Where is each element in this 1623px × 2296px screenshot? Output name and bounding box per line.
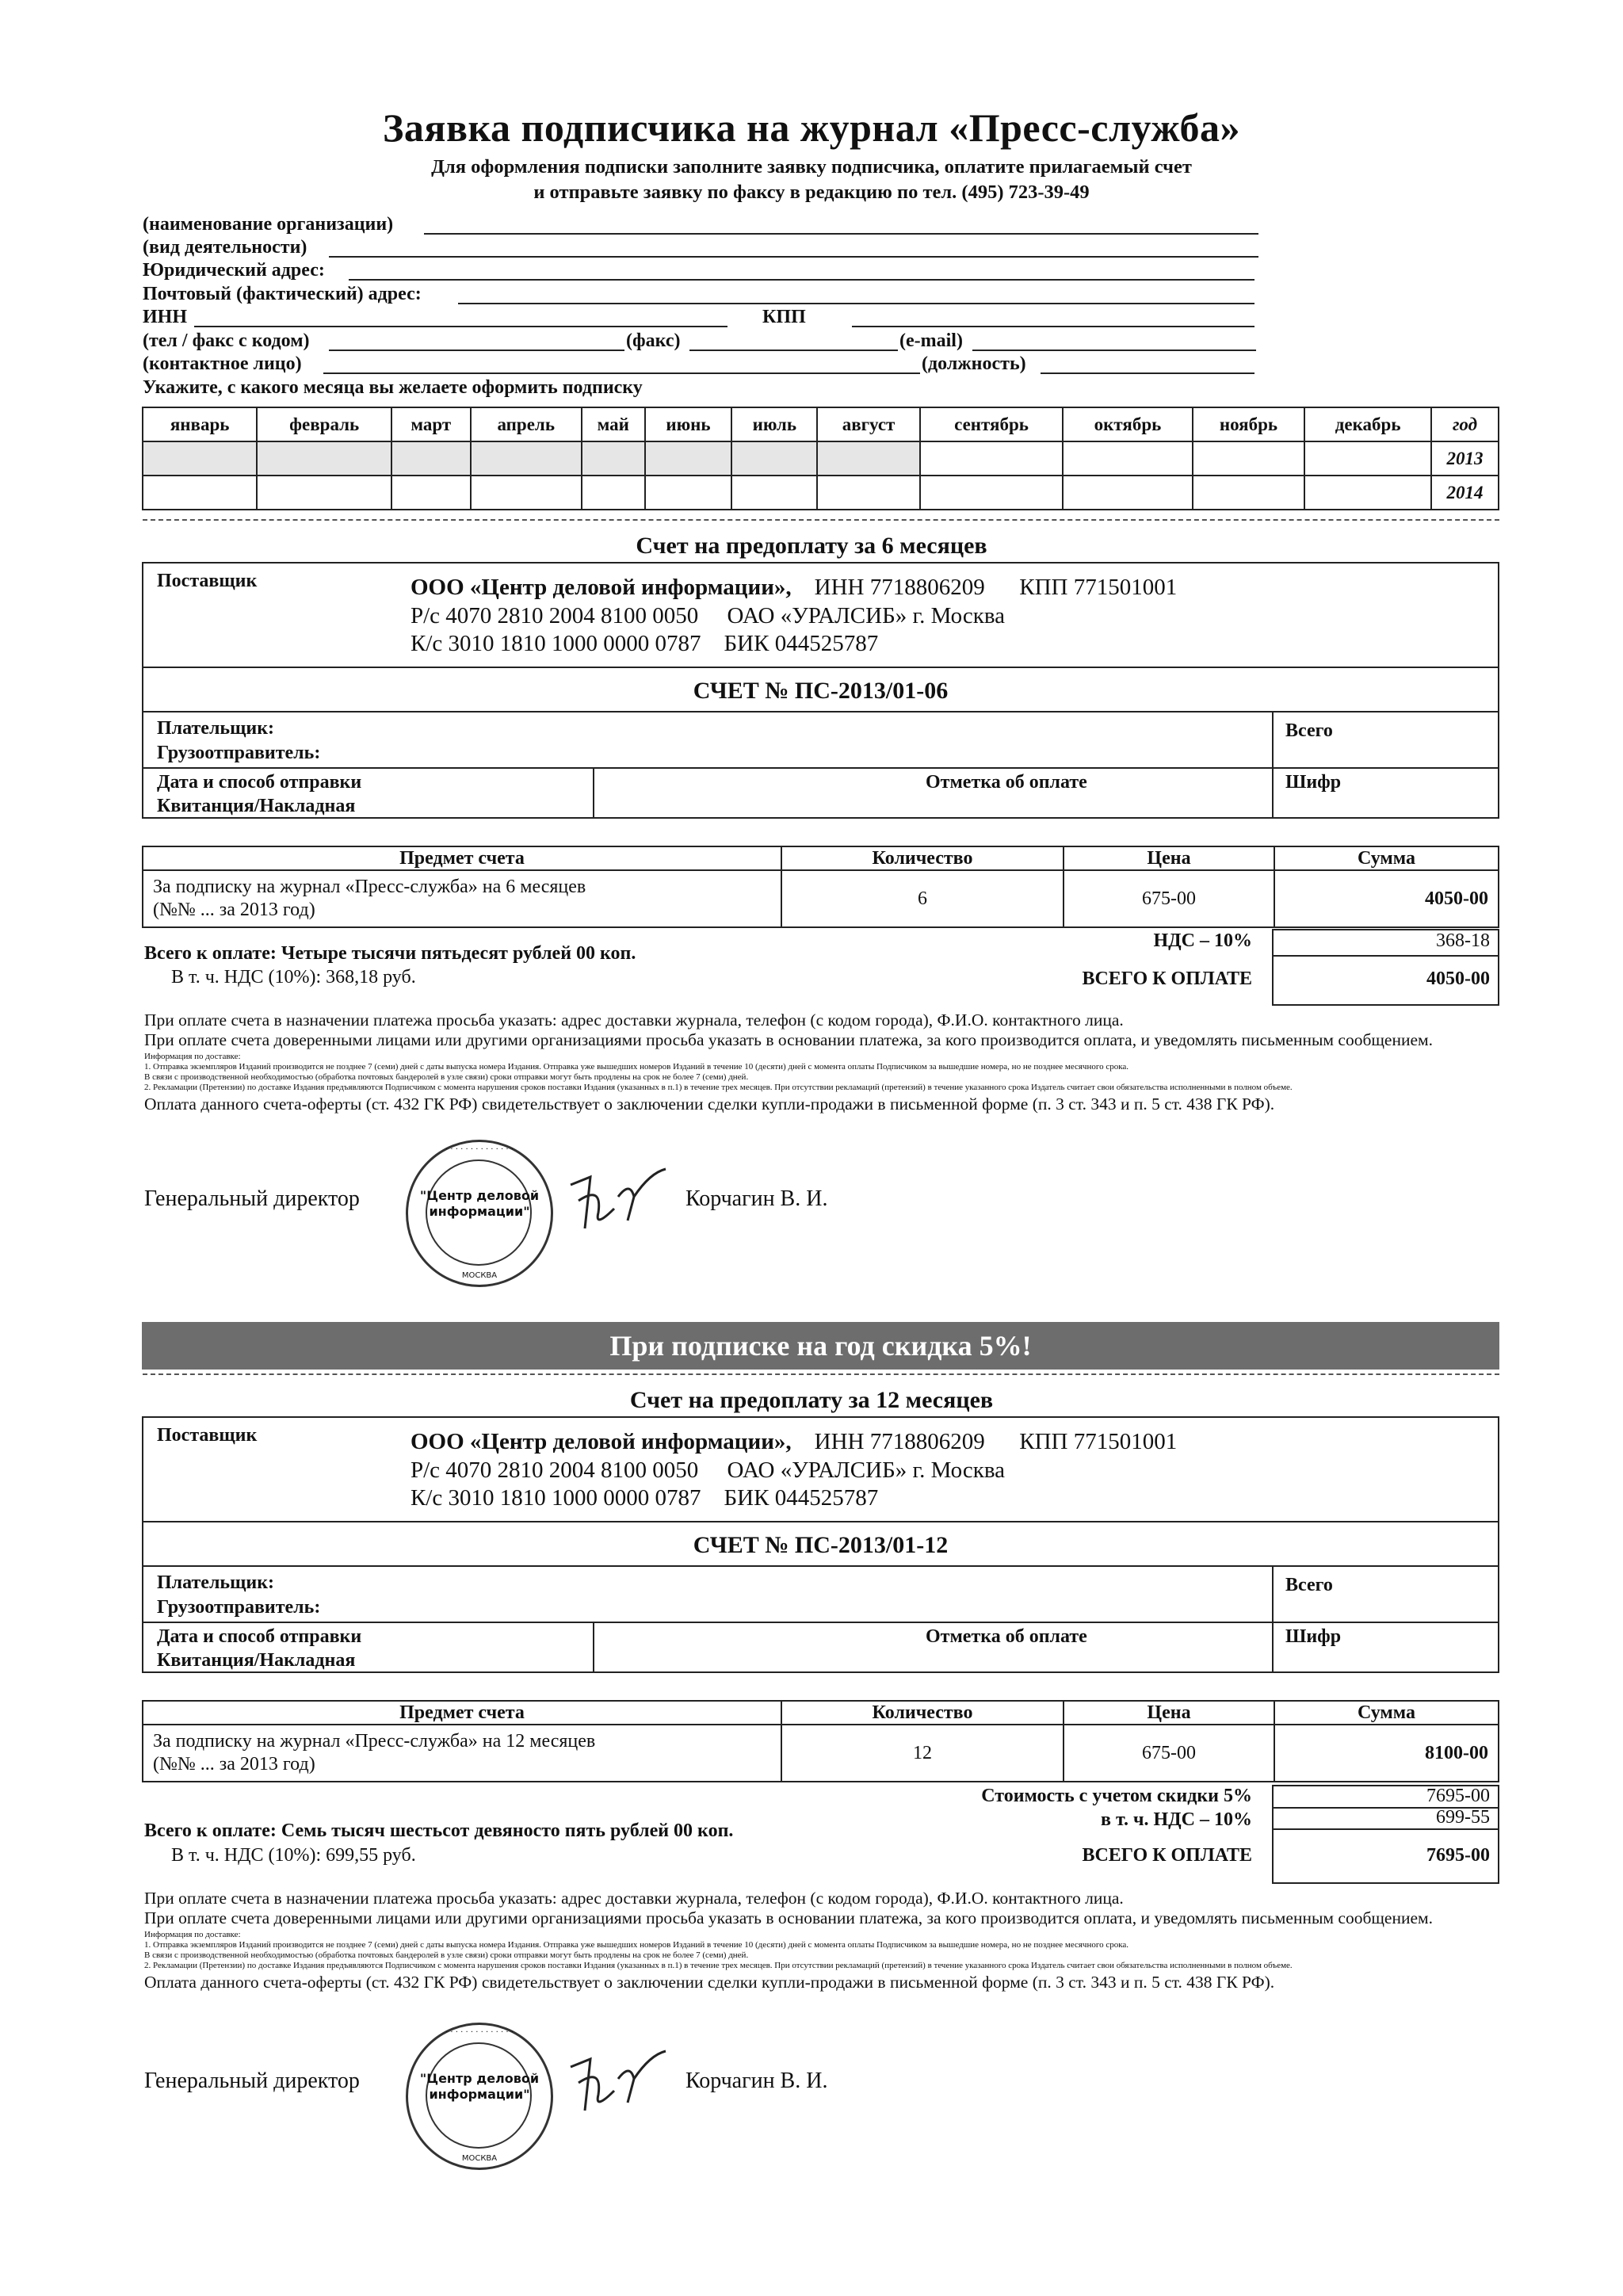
month-selection-table: [142, 407, 1499, 510]
delivery-info-2: В связи с производственной необходимостью (обработка почтовых бандеролей в узле связи) сроки отправки могут быть продлены на срок не более 7 (семи) дней.: [144, 1950, 749, 1960]
invoice12-cipher: Шифр: [1285, 1626, 1342, 1647]
director-role: Генеральный директор: [144, 1186, 360, 1211]
page-title: Заявка подписчика на журнал «Пресс-служба»: [383, 105, 1240, 150]
table-row: [143, 870, 781, 927]
item-price: 675-00: [1064, 1725, 1274, 1782]
item-line2: (№№ ... за 2013 год): [153, 1754, 315, 1775]
supplier-name: ООО «Центр деловой информации»,: [411, 575, 792, 600]
month-cell[interactable]: [1063, 441, 1192, 476]
position-label: (должность): [922, 353, 1026, 374]
invoice6-vat-label: НДС – 10%: [1153, 930, 1252, 951]
month-cell[interactable]: [582, 441, 645, 476]
position-field[interactable]: [1041, 372, 1254, 374]
month-header: апрель: [471, 407, 582, 441]
offer-note: Оплата данного счета-оферты (ст. 432 ГК РФ) свидетельствует о заключении сделки купли-продажи в письменной форме (п. 3 ст. 343 и п. 5 ст. 438 ГК РФ).: [144, 1095, 1275, 1114]
invoice12-number: СЧЕТ № ПС-2013/01-12: [693, 1532, 949, 1558]
legal-address-label: Юридический адрес:: [143, 260, 325, 281]
org-label: (наименование организации): [143, 214, 394, 235]
invoice12-shipper: Грузоотправитель:: [157, 1597, 321, 1618]
stamp-city: МОСКВА: [461, 2154, 498, 2163]
note-1: При оплате счета в назначении платежа просьба указать: адрес доставки журнала, телефон (с кодом города), Ф.И.О. контактного лица.: [144, 1010, 1124, 1030]
year-2014: 2014: [1431, 476, 1499, 510]
offer-note: Оплата данного счета-оферты (ст. 432 ГК РФ) свидетельствует о заключении сделки купли-продажи в письменной форме (п. 3 ст. 343 и п. 5 ст. 438 ГК РФ).: [144, 1973, 1275, 1992]
kpp-label: КПП: [762, 307, 806, 327]
signature-icon: [555, 2035, 674, 2130]
director-name: Корчагин В. И.: [685, 2069, 828, 2093]
month-cell[interactable]: [143, 476, 257, 510]
subtitle-line-2: и отправьте заявку по факсу в редакцию по тел. (495) 723-39-49: [533, 181, 1090, 203]
activity-field[interactable]: [329, 256, 1258, 258]
stamp-ring-text: · · · · · · · · · · · · · ·: [445, 1145, 514, 1154]
invoice12-discount-label: Стоимость с учетом скидки 5%: [981, 1786, 1252, 1806]
delivery-info-2: В связи с производственной необходимостью (обработка почтовых бандеролей в узле связи) сроки отправки могут быть продлены на срок не более 7 (семи) дней.: [144, 1072, 749, 1082]
invoice12-grand-value: 7695-00: [1426, 1845, 1490, 1866]
delivery-info-3: 2. Рекламации (Претензии) по доставке Издания предъявляются Подписчиком с момента нарушения сроков поставки Издания (указанных в п.1) в течение трех месяцев. При отсутствии рекламаций (претензий) в течение указанного срока Издатель считает свои обязательства исполненными в полном объеме.: [144, 1961, 1293, 1970]
director-name: Корчагин В. И.: [685, 1186, 828, 1211]
col-price: Цена: [1064, 846, 1274, 870]
month-cell[interactable]: [731, 441, 817, 476]
invoice6-supplier-label: Поставщик: [157, 571, 258, 591]
table-row: [143, 1725, 781, 1782]
invoice6-payment-mark: Отметка об оплате: [926, 772, 1087, 793]
supplier-ids: ИНН 7718806209 КПП 771501001: [791, 575, 1178, 600]
item-qty: 6: [781, 870, 1064, 927]
invoice12-total-label: Всего: [1285, 1575, 1333, 1595]
invoice6-supplier-line2: Р/с 4070 2810 2004 8100 0050 ОАО «УРАЛСИБ» г. Москва: [411, 603, 1006, 628]
note-1: При оплате счета в назначении платежа просьба указать: адрес доставки журнала, телефон (с кодом города), Ф.И.О. контактного лица.: [144, 1889, 1124, 1908]
invoice12-supplier-line3: К/с 3010 1810 1000 0000 0787 БИК 044525787: [411, 1485, 879, 1511]
contact-label: (контактное лицо): [143, 353, 302, 374]
note-2: При оплате счета доверенными лицами или другими организациями просьба указать в основании платежа, за кого производится оплата, и уведомлять письменным сообщением.: [144, 1030, 1434, 1049]
month-header: февраль: [257, 407, 391, 441]
col-subject: Предмет счета: [143, 1701, 781, 1725]
delivery-info-3: 2. Рекламации (Претензии) по доставке Издания предъявляются Подписчиком с момента нарушения сроков поставки Издания (указанных в п.1) в течение трех месяцев. При отсутствии рекламаций (претензий) в течение указанного срока Издатель считает свои обязательства исполненными в полном объеме.: [144, 1083, 1293, 1092]
invoice12-vat-value: 699-55: [1436, 1807, 1490, 1828]
inn-field[interactable]: [194, 326, 727, 327]
col-qty: Количество: [781, 1701, 1064, 1725]
item-price: 675-00: [1064, 870, 1274, 927]
month-cell[interactable]: [1304, 476, 1431, 510]
month-header: июль: [731, 407, 817, 441]
org-field[interactable]: [424, 233, 1258, 235]
divider: [1272, 711, 1274, 819]
invoice12-date-label: Дата и способ отправки: [157, 1626, 362, 1647]
month-header: сентябрь: [920, 407, 1064, 441]
month-header: июнь: [645, 407, 732, 441]
month-header: декабрь: [1304, 407, 1431, 441]
invoice6-grand-value: 4050-00: [1426, 968, 1490, 989]
month-header: ноябрь: [1193, 407, 1305, 441]
month-cell[interactable]: [582, 476, 645, 510]
invoice12-words-vat: В т. ч. НДС (10%): 699,55 руб.: [171, 1845, 416, 1866]
month-cell[interactable]: [920, 441, 1064, 476]
kpp-field[interactable]: [852, 326, 1254, 327]
col-sum: Сумма: [1274, 1701, 1499, 1725]
invoice6-grand-label: ВСЕГО К ОПЛАТЕ: [1082, 968, 1252, 989]
postal-address-label: Почтовый (фактический) адрес:: [143, 284, 422, 304]
subtitle-line-1: Для оформления подписки заполните заявку подписчика, оплатите прилагаемый счет: [431, 156, 1192, 178]
invoice12-discount-value: 7695-00: [1426, 1786, 1490, 1806]
month-cell[interactable]: [645, 441, 732, 476]
company-stamp: [406, 1140, 553, 1287]
stamp-city: МОСКВА: [461, 1271, 498, 1280]
email-label: (e-mail): [899, 330, 963, 351]
month-header: май: [582, 407, 645, 441]
divider: [142, 1521, 1499, 1522]
delivery-info-0: Информация по доставке:: [144, 1052, 241, 1061]
item-line1: За подписку на журнал «Пресс-служба» на 6 месяцев: [153, 877, 586, 897]
divider: [142, 667, 1499, 668]
month-prompt: Укажите, с какого месяца вы желаете оформить подписку: [143, 377, 643, 398]
stamp-text: "Центр деловой информации": [419, 2071, 540, 2102]
invoice6-words-vat: В т. ч. НДС (10%): 368,18 руб.: [171, 967, 416, 988]
divider: [1272, 1565, 1274, 1673]
divider: [593, 1622, 594, 1673]
company-stamp: [406, 2023, 553, 2170]
note-2: При оплате счета доверенными лицами или другими организациями просьба указать в основании платежа, за кого производится оплата, и уведомлять письменным сообщением.: [144, 1908, 1434, 1927]
signature-icon: [555, 1153, 674, 1248]
invoice12-heading: Счет на предоплату за 12 месяцев: [629, 1387, 994, 1413]
year-2013: 2013: [1431, 441, 1499, 476]
invoice6-cipher: Шифр: [1285, 772, 1342, 793]
phone-field[interactable]: [329, 350, 624, 351]
supplier-name: ООО «Центр деловой информации»,: [411, 1429, 792, 1454]
invoice6-words: Всего к оплате: Четыре тысячи пятьдесят рублей 00 коп.: [144, 943, 636, 964]
month-cell[interactable]: [257, 476, 391, 510]
phone-label: (тел / факс с кодом): [143, 330, 310, 351]
item-line1: За подписку на журнал «Пресс-служба» на 12 месяцев: [153, 1731, 596, 1752]
invoice12-receipt-label: Квитанция/Накладная: [157, 1650, 356, 1671]
discount-banner: При подписке на год скидка 5%!: [142, 1322, 1499, 1370]
invoice6-receipt-label: Квитанция/Накладная: [157, 796, 356, 816]
invoice12-supplier-line1: [411, 1427, 1177, 1457]
year-header: год: [1431, 407, 1499, 441]
item-line2: (№№ ... за 2013 год): [153, 900, 315, 920]
divider: [142, 767, 1499, 769]
invoice6-heading: Счет на предоплату за 6 месяцев: [636, 533, 987, 559]
month-cell[interactable]: [1063, 476, 1192, 510]
invoice6-payer: Плательщик:: [157, 718, 275, 739]
month-header: октябрь: [1063, 407, 1192, 441]
cut-line: [143, 1373, 1499, 1375]
invoice6-shipper: Грузоотправитель:: [157, 743, 321, 763]
month-cell[interactable]: [143, 441, 257, 476]
contact-field[interactable]: [323, 372, 920, 374]
col-qty: Количество: [781, 846, 1064, 870]
delivery-info-1: 1. Отправка экземпляров Изданий производится не позднее 7 (семи) дней с даты выпуска номера Издания. Отправка уже вышедших номеров Изданий в течение 10 (десяти) дней с момента оплаты Подписчиком за вышедшие номера, но не позднее месячного срока.: [144, 1062, 1129, 1072]
month-cell[interactable]: [731, 476, 817, 510]
cut-line: [143, 519, 1499, 521]
director-role: Генеральный директор: [144, 2069, 360, 2093]
month-cell[interactable]: [1193, 441, 1305, 476]
invoice12-items-table: [142, 1700, 1499, 1782]
stamp-ring-text: · · · · · · · · · · · · · ·: [445, 2028, 514, 2037]
col-subject: Предмет счета: [143, 846, 781, 870]
invoice12-payment-mark: Отметка об оплате: [926, 1626, 1087, 1647]
invoice6-items-table: [142, 846, 1499, 928]
invoice12-words: Всего к оплате: Семь тысяч шестьсот девяносто пять рублей 00 коп.: [144, 1820, 734, 1841]
divider: [1272, 955, 1499, 957]
legal-address-field[interactable]: [349, 279, 1254, 281]
activity-label: (вид деятельности): [143, 237, 307, 258]
postal-address-field[interactable]: [458, 303, 1254, 304]
item-sum: 8100-00: [1274, 1725, 1499, 1782]
month-header: январь: [143, 407, 257, 441]
invoice6-supplier-line1: [411, 573, 1177, 602]
item-qty: 12: [781, 1725, 1064, 1782]
invoice6-vat-value: 368-18: [1436, 930, 1490, 951]
invoice6-number: СЧЕТ № ПС-2013/01-06: [693, 678, 949, 704]
month-cell[interactable]: [257, 441, 391, 476]
divider: [142, 1622, 1499, 1623]
divider: [142, 711, 1499, 712]
month-cell[interactable]: [1304, 441, 1431, 476]
month-cell[interactable]: [1193, 476, 1305, 510]
month-cell[interactable]: [471, 476, 582, 510]
supplier-ids: ИНН 7718806209 КПП 771501001: [791, 1429, 1178, 1454]
fax-field[interactable]: [689, 350, 898, 351]
month-cell[interactable]: [645, 476, 732, 510]
month-cell[interactable]: [471, 441, 582, 476]
email-field[interactable]: [972, 350, 1256, 351]
invoice12-supplier-label: Поставщик: [157, 1425, 258, 1446]
invoice6-date-label: Дата и способ отправки: [157, 772, 362, 793]
invoice6-supplier-line3: К/с 3010 1810 1000 0000 0787 БИК 044525787: [411, 631, 879, 656]
stamp-text: "Центр деловой информации": [419, 1188, 540, 1219]
divider: [593, 767, 594, 819]
month-header: август: [817, 407, 919, 441]
invoice6-total-label: Всего: [1285, 720, 1333, 741]
divider: [142, 1565, 1499, 1567]
fax-label: (факс): [626, 330, 681, 351]
delivery-info-1: 1. Отправка экземпляров Изданий производится не позднее 7 (семи) дней с даты выпуска номера Издания. Отправка уже вышедших номеров Изданий в течение 10 (десяти) дней с момента оплаты Подписчиком за вышедшие номера, но не позднее месячного срока.: [144, 1940, 1129, 1950]
inn-label: ИНН: [143, 307, 188, 327]
invoice12-grand-label: ВСЕГО К ОПЛАТЕ: [1082, 1845, 1252, 1866]
invoice12-payer: Плательщик:: [157, 1572, 275, 1593]
invoice12-supplier-line2: Р/с 4070 2810 2004 8100 0050 ОАО «УРАЛСИБ» г. Москва: [411, 1457, 1006, 1483]
month-header: март: [391, 407, 470, 441]
month-cell[interactable]: [391, 476, 470, 510]
item-sum: 4050-00: [1274, 870, 1499, 927]
delivery-info-0: Информация по доставке:: [144, 1930, 241, 1939]
month-cell[interactable]: [817, 476, 919, 510]
col-sum: Сумма: [1274, 846, 1499, 870]
invoice12-vat-label: в т. ч. НДС – 10%: [1101, 1809, 1252, 1830]
month-cell[interactable]: [817, 441, 919, 476]
month-cell[interactable]: [920, 476, 1064, 510]
col-price: Цена: [1064, 1701, 1274, 1725]
divider: [1272, 1828, 1499, 1830]
month-cell[interactable]: [391, 441, 470, 476]
